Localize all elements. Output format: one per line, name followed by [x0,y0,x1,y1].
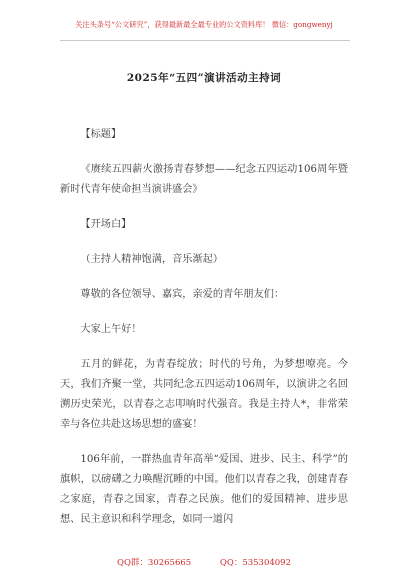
stage-direction: （主持人精神饱满，音乐渐起） [80,254,224,265]
history-paragraph: 106年前，一群热血青年高举“爱国、进步、民主、科学”的旗帜，以磅礴之力唤醒沉睡的中国。他们以青春之我，创建青春之家庭，青春之国家，青春之民族。他们的爱国精神、进步思想、民主意识和科学理念，如同一道闪 [60,454,348,525]
section-label-title: 【标题】 [80,129,122,140]
document-body [60,125,348,545]
header-banner: 关注头条号“公文研究”，获得最新最全最专业的公文资料库！ 微信：gongwenyj [75,20,333,29]
document-title: 2025年“五四”演讲活动主持词 [126,72,282,84]
section-label-opening: 【开场白】 [80,219,132,230]
good-morning: 大家上午好！ [80,324,142,335]
speech-title: 《赓续五四薪火激扬青春梦想——纪念五四运动106周年暨新时代青年使命担当演讲盛会》 [60,164,348,195]
header-divider [60,40,350,41]
greeting: 尊敬的各位领导、嘉宾，亲爱的青年朋友们： [80,289,285,300]
footer-contacts [0,556,408,568]
qq-group-number: QQ群：30265665 [116,558,192,568]
qq-number: QQ：535304092 [219,558,291,568]
opening-paragraph: 五月的鲜花，为青春绽放；时代的号角，为梦想嘹亮。今天，我们齐聚一堂，共同纪念五四运动106周年，以演讲之名回溯历史荣光，以青春之志叩响时代强音。我是主持人*，非常荣幸与各位共赴这场思想的盛宴！ [60,359,348,430]
